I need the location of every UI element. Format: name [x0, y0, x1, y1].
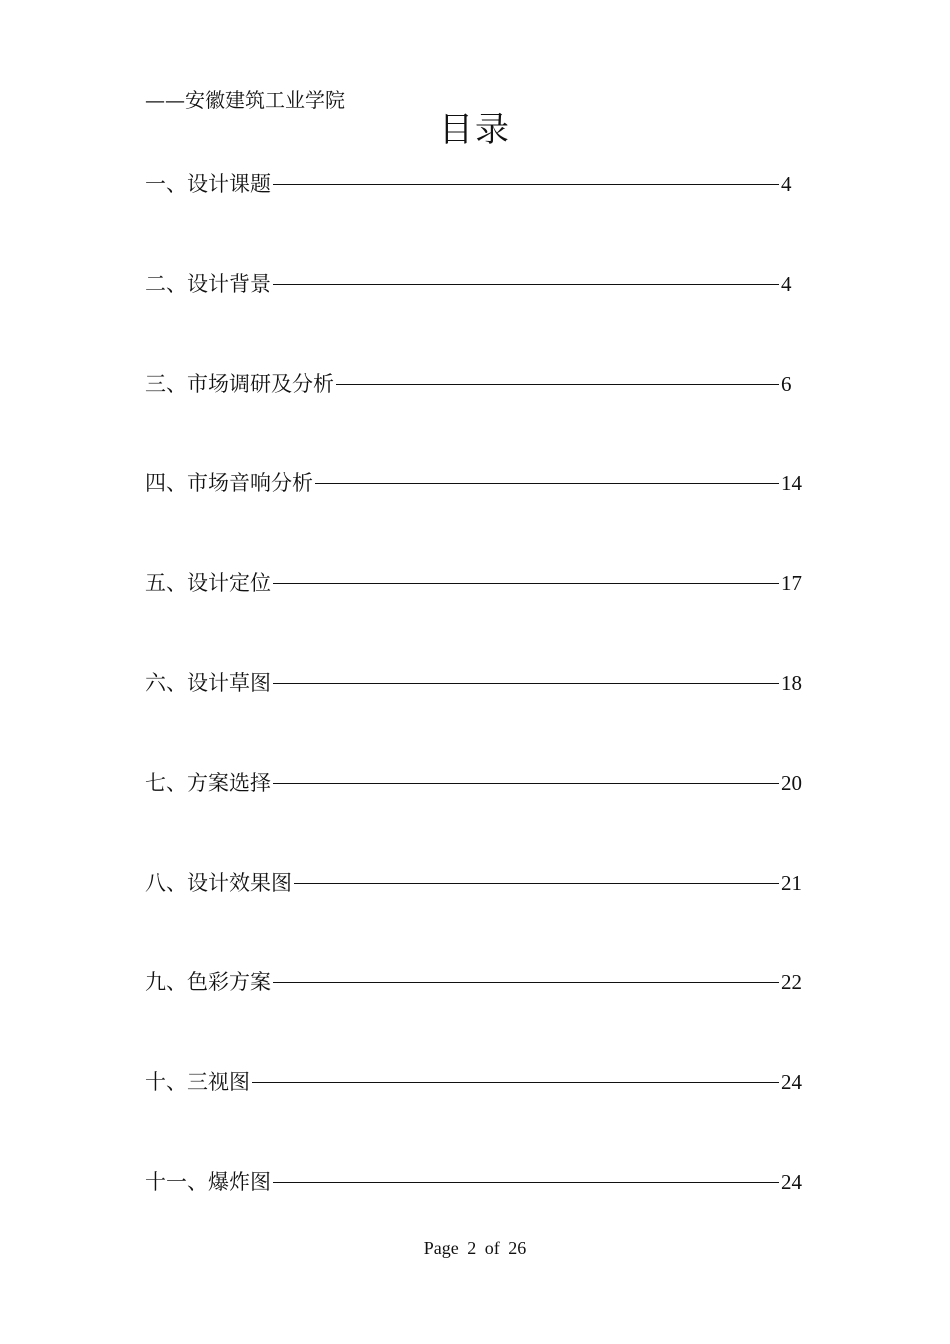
toc-entry-label: 二、设计背景: [145, 271, 271, 296]
toc-leader-line: [315, 483, 779, 484]
page-number-footer: Page 2 of 26: [423, 1238, 527, 1258]
toc-leader-line: [252, 1082, 779, 1083]
toc-entry-label: 六、设计草图: [145, 670, 271, 695]
toc-entry[interactable]: [145, 1062, 805, 1162]
toc-leader-line: [273, 583, 779, 584]
toc-leader-line: [273, 783, 779, 784]
toc-entry-label: 五、设计定位: [145, 571, 271, 596]
page-header: ——安徽建筑工业学院: [145, 88, 345, 112]
toc-leader-line: [273, 982, 779, 983]
toc-entry-label: 一、设计课题: [145, 172, 271, 196]
toc-entry[interactable]: [145, 463, 805, 563]
toc-entry[interactable]: [145, 364, 805, 464]
toc-leader-line: [273, 284, 779, 285]
toc-entry[interactable]: [145, 962, 805, 1062]
toc-leader-line: [294, 883, 779, 884]
toc-entry-page: 14: [781, 471, 802, 496]
toc-entry[interactable]: [145, 563, 805, 663]
toc-entry-label: 九、色彩方案: [145, 970, 271, 995]
toc-leader-line: [273, 184, 779, 185]
toc-entry-page: 24: [781, 1169, 802, 1194]
toc-entry[interactable]: [145, 863, 805, 963]
toc-entry[interactable]: [145, 164, 805, 264]
toc-entry-page: 24: [781, 1070, 802, 1095]
table-of-contents: [145, 164, 805, 1262]
toc-entry-page: 6: [781, 371, 792, 396]
toc-entry-label: 七、方案选择: [145, 770, 271, 795]
toc-entry-page: 17: [781, 571, 802, 596]
toc-entry-page: 4: [781, 172, 792, 196]
toc-entry-page: 18: [781, 670, 802, 695]
toc-entry[interactable]: [145, 264, 805, 364]
toc-entry[interactable]: [145, 763, 805, 863]
toc-leader-line: [273, 683, 779, 684]
toc-entry-label: 三、市场调研及分析: [145, 371, 334, 396]
toc-entry-label: 十一、爆炸图: [145, 1169, 271, 1194]
toc-entry-label: 八、设计效果图: [145, 870, 292, 895]
toc-entry-label: 四、市场音响分析: [145, 471, 313, 496]
toc-entry-page: 22: [781, 970, 802, 995]
toc-leader-line: [336, 384, 779, 385]
toc-entry-page: 21: [781, 870, 802, 895]
toc-entry-label: 十、三视图: [145, 1070, 250, 1095]
toc-entry[interactable]: [145, 663, 805, 763]
toc-leader-line: [273, 1182, 779, 1183]
toc-entry-page: 4: [781, 271, 792, 296]
page-title: 目录: [439, 110, 511, 150]
toc-entry-page: 20: [781, 770, 802, 795]
